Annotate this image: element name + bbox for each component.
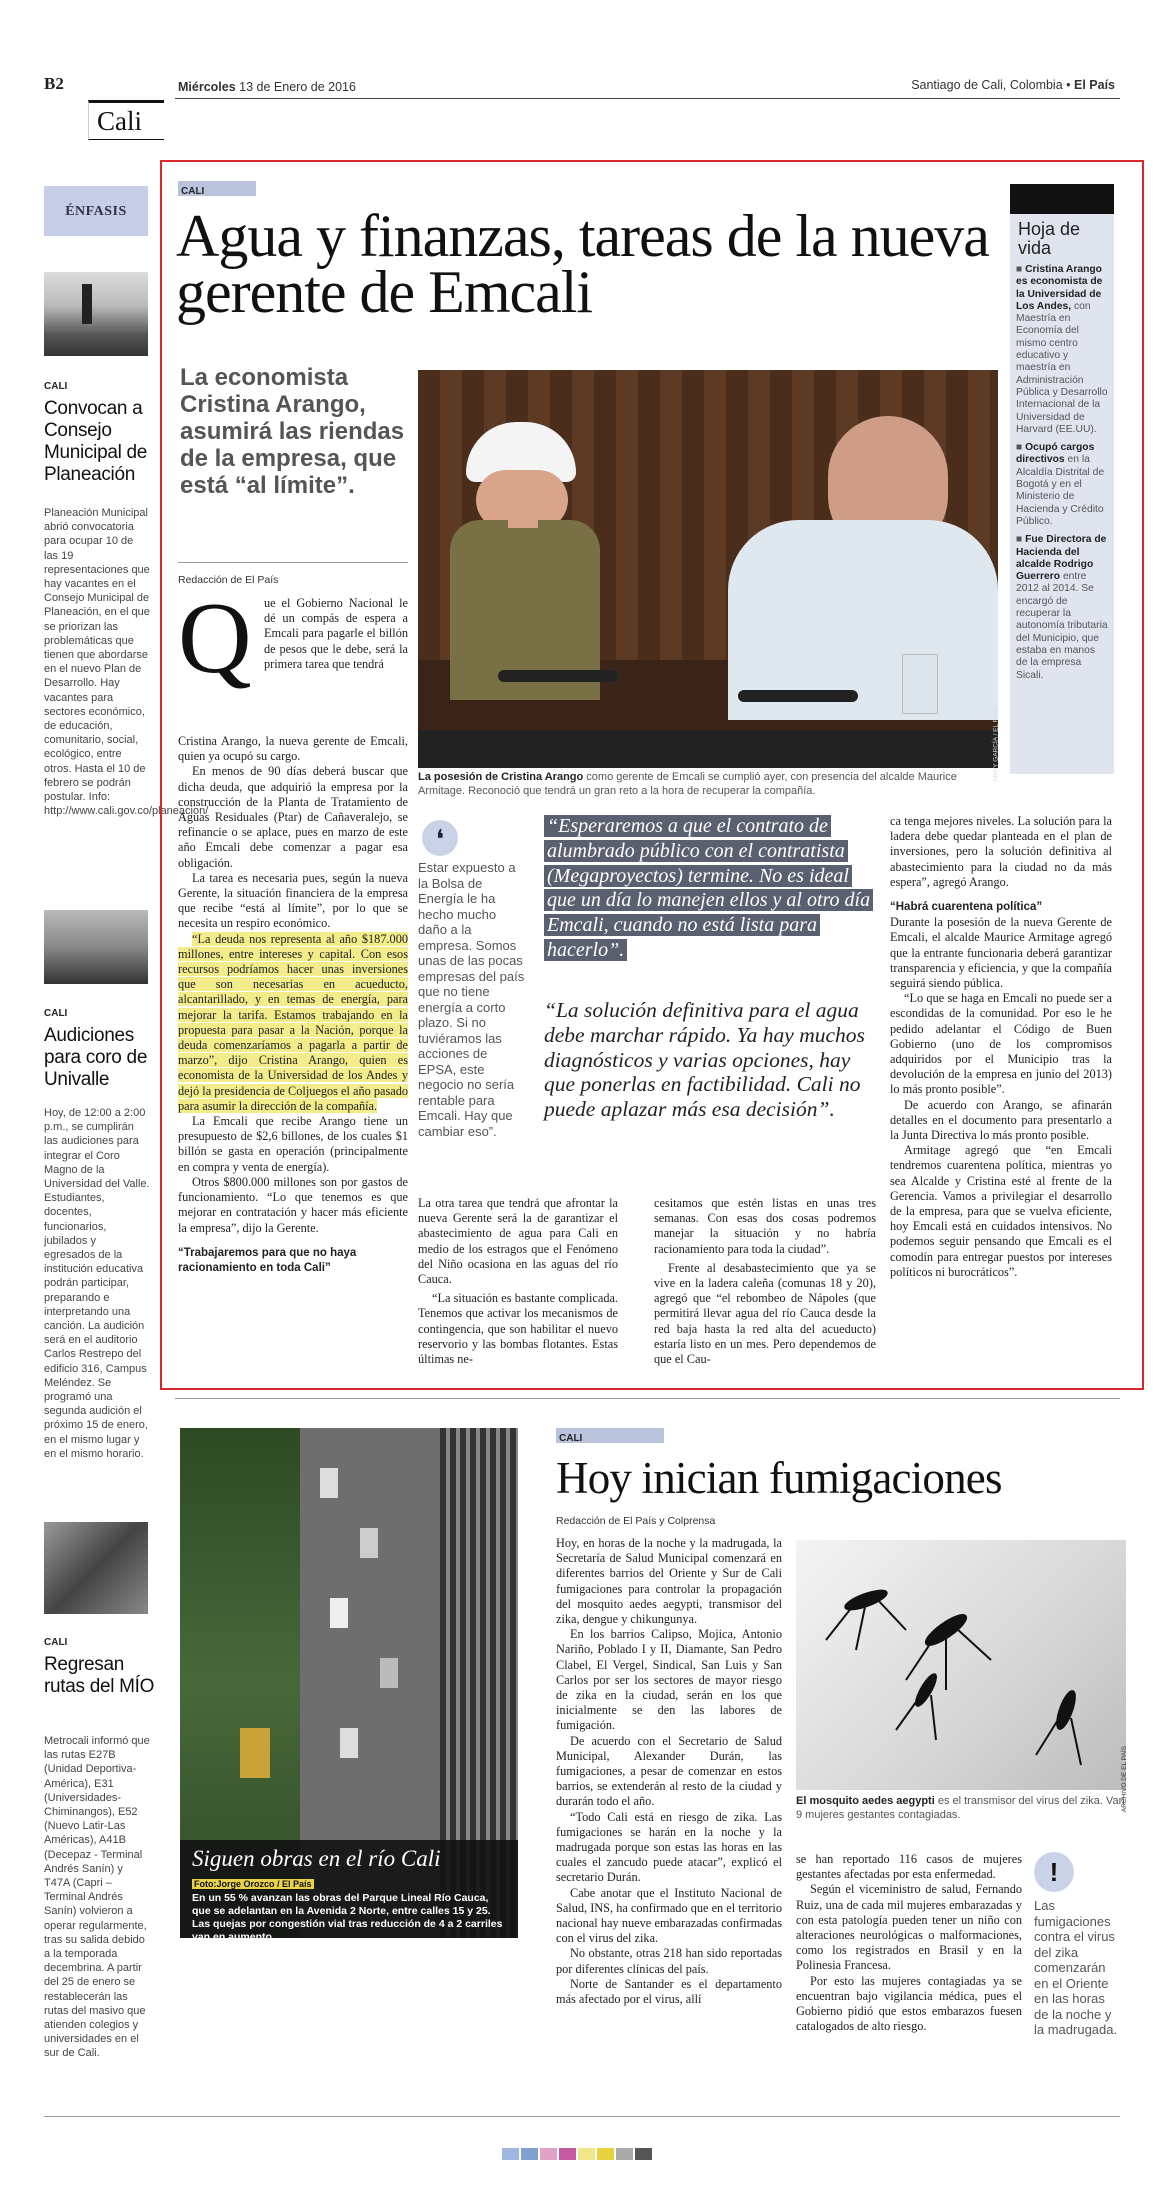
bio3-bold: Fue Directora de Hacienda del alcalde Rodrigo Guerrero — [1016, 534, 1107, 583]
deck: La economista Cristina Arango, asumirá las riendas de la empresa, que está “al límite”. — [180, 364, 405, 499]
mosquito-caption-lead: El mosquito aedes aegypti — [796, 1795, 935, 1807]
second-headline: Hoy inician fumigaciones — [556, 1453, 1002, 1503]
c5: ca tenga mejores niveles. La solución para la ladera debe quedar planteada en el plan de inversiones, pero la solución definitiva al abastecimiento para la ciudad no da más espera”, agregó Arango. — [890, 814, 1112, 889]
c5c: “Lo que se haga en Emcali no puede ser a escondidas de la comunidad. Por eso le he pedido adelantar el Código de Buen Gobierno (uno de los compromisos adquiridos por el Municipio tras la devolución de la empresa en junio del 2013) lo más pronto posible”. — [890, 991, 1112, 1097]
c5d: De acuerdo con Arango, se afinarán detalles en el documento para presentarlo a la Junta Directiva lo más pronto posible. — [890, 1097, 1112, 1143]
s-c2: se han reportado 116 casos de mujeres gestantes afectadas por esta enfermedad. — [796, 1852, 1022, 1882]
header-rule — [175, 98, 1120, 99]
bio-box: Hoja de vida ■ Cristina Arango es economista de la Universidad de Los Andes, con Maestría en Economía del mismo centro educativo y maestría en Administración Pública y Desarrollo Internacional de la Universidad de Harvard (EE.UU). ■ Ocupó cargos directivos en la Alcaldía Distrital de Bogotá y en el Ministerio de Hacienda y Crédito Público. ■ Fue Directora de Hacienda del alcalde Rodrigo Guerrero entre 2012 al 2014. Se encargó de recuperar la autonomía tributaria del Municipio, que estaba en manos de la empresa Sicali. — [1010, 184, 1114, 774]
sidebar-text-3: Metrocali informó que las rutas E27B (Unidad Deportiva-América), E31 (Universidades-Chiminangos), E52 (Nuevo Latir-Las Américas), A41B (Decepaz - Terminal Andrés Sanín) y T47A (Capri – Terminal Andrés Sanín) volvieron a operar regularmente, tras su salida debido a la temporada decembrina. A partir del 25 de enero se restablecerán las rutas del masivo que atienden colegios y universidades en el sur de Cali. — [44, 1735, 150, 2060]
c3b: “La situación es bastante complicada. Tenemos que activar los mecanismos de contingencia, que son habilitar el nuevo reservorio y las bombas flotantes. Estas últimas ne- — [418, 1291, 618, 1367]
sidebar-tag-3: CALI — [44, 1637, 68, 1648]
issue-date-text: 13 de Enero de 2016 — [239, 80, 356, 94]
p2: En menos de 90 días deberá buscar que dicha deuda, que adquirió la empresa por la construcción de la Planta de Tratamiento de Aguas Residuales (Ptar) de Cañaveralejo, se refinancie o se aplace, pues en marzo de este año Emcali debe comenzar a pagar esa obligación. — [178, 764, 408, 870]
c5e: Armitage agregó que “en Emcali tendremos cuarentena política, mientras yo sea Alcalde y Cristina esté al frente de la Gerencia. Vamos a privilegiar el desarrollo de la empresa, para que se vuelva eficiente, hoy Emcali está en cuidados intensivos. No podemos seguir pensando que Emcali es el comodín para entregar puestos por intereses políticos ni burocráticos”. — [890, 1143, 1112, 1279]
caption-lead: La posesión de Cristina Arango — [418, 771, 584, 783]
bio1-bold: Cristina Arango es economista de la Universidad de Los Andes, — [1016, 264, 1103, 312]
sidebar-photo-2 — [44, 910, 148, 984]
s-c1: Hoy, en horas de la noche y la madrugada, la Secretaría de Salud Municipal comenzará en diferentes barrios del Oriente y Sur de Cali fumigaciones para controlar la propagación del mosquito aedes aegypti, transmisor del zika, dengue y chikungunya. — [556, 1536, 782, 1627]
enfasis-label: ÉNFASIS — [65, 204, 127, 219]
paper-name: El País — [1074, 78, 1115, 92]
section-name: Cali — [97, 106, 142, 136]
issue-date — [178, 80, 356, 94]
caption-text: como gerente de Emcali se cumplió ayer, con presencia del alcalde Maurice Armitage. Reconoció que tendrá un gran reto a la hora de recuperar la compañía. — [418, 771, 957, 797]
article-col-3 — [418, 1196, 618, 1367]
article-tag-text: CALI — [181, 186, 205, 197]
location-text: Santiago de Cali, Colombia • — [911, 78, 1074, 92]
section-divider — [175, 1398, 1120, 1399]
sidebar-text-2: Hoy, de 12:00 a 2:00 p.m., se cumplirán las audiciones para integrar el Coro Magno de la Universidad del Valle. Estudiantes, docentes, funcionarios, jubilados y egresados de la institución educativa podrán participar, preparando e interpretando una canción. La audición será en el auditorio Carlos Restrepo del edificio 316, Campus Meléndez. Se programó una segunda audición el próximo 15 de enero, en el mismo lugar y en el mismo horario. — [44, 1107, 150, 1460]
sidebar-head-3: Regresan rutas del MÍO — [44, 1654, 155, 1697]
issue-day: Miércoles — [178, 80, 236, 94]
quote-box-text: “Esperaremos a que el contrato de alumbrado público con el contratista (Megaproyectos) termine. No es ideal que un día lo manejen ellos y al otro día Emcali, cuando no está lista para hacerlo”. — [544, 814, 872, 963]
location-line — [911, 78, 1115, 92]
byline: Redacción de El País — [178, 574, 279, 586]
sidebar-tag-2: CALI — [44, 1008, 68, 1019]
subhead-2: “Habrá cuarentena política” — [890, 901, 1043, 914]
sidebar-text-1: Planeación Municipal abrió convocatoria para ocupar 10 de las 19 representaciones que hay vacantes en el Consejo Municipal de Planeación, en el que se priorizan las problemáticas que tienen que abordarse en el nuevo Plan de Desarrollo. Hay vacantes para sectores económico, de educación, comunitario, social, ecológico, entre otros. Hasta el 10 de febrero se podrán postular. Info: http://www.cali.gov.co/planeacion/ — [44, 507, 209, 818]
s-c2b: Según el viceministro de salud, Fernando Ruiz, una de cada mil mujeres embarazadas y con esta patología pueden tener un niño con alteraciones neurológicas o malformaciones, como los registrados en Brasil y en la Polinesia Francesa. — [796, 1882, 1022, 1973]
footer-rule — [44, 2116, 1120, 2117]
section-flag — [88, 100, 164, 140]
s-c1f: No obstante, otras 218 han sido reportadas por diferentes clínicas del país. — [556, 1946, 782, 1976]
mosquito-caption-text: es el transmisor del virus del zika. Van 9 mujeres gestantes contagiadas. — [796, 1795, 1125, 1821]
headline: Agua y finanzas, tareas de la nueva gerente de Emcali — [176, 203, 989, 325]
sidebar-photo-1 — [44, 272, 148, 356]
color-registration — [502, 2148, 652, 2160]
article-tag — [178, 181, 256, 196]
bio3: entre 2012 al 2014. Se encargó de recuperar la autonomía tributaria del Municipio, que estaba en manos de la empresa Sicali. — [1016, 571, 1108, 681]
quote-icon: ❛ — [422, 820, 458, 856]
second-tag-text: CALI — [559, 1433, 583, 1444]
main-photo-caption — [418, 770, 998, 798]
sidebar-photo-3 — [44, 1522, 148, 1614]
bio-bar — [1010, 184, 1114, 214]
subhead-1: “Trabajaremos para que no haya racionamiento en toda Cali” — [178, 1246, 357, 1274]
second-col-1 — [556, 1536, 782, 2007]
s-c2c: Por esto las mujeres contagiadas ya se encuentran bajo vigilancia médica, pues el Gobierno pidió que estos embarazos fuesen catalogados de alto riesgo. — [796, 1973, 1022, 2034]
s-c1c: De acuerdo con el Secretario de Salud Municipal, Alexander Durán, las fumigaciones, a pesar de comenzar en estos barrios, se extenderán al resto de la ciudad y durarán todo el año. — [556, 1733, 782, 1809]
p3: La tarea es necesaria pues, según la nueva Gerente, la situación financiera de la empresa que recibe “está al límite”, por lo que se necesita un respiro económico. — [178, 870, 408, 931]
aerial-photo-title: Siguen obras en el río Cali — [192, 1846, 441, 1871]
second-byline: Redacción de El País y Colprensa — [556, 1515, 716, 1527]
main-photo-credit: ANDY GARCÍA / EL PAÍS — [993, 708, 1000, 782]
aerial-photo — [180, 1428, 518, 1943]
bio2-bold: Ocupó cargos directivos — [1016, 442, 1095, 466]
p4-highlight: “La deuda nos representa al año $187.000 millones, entre intereses y capital. Con esos recursos podríamos hacer unas inversiones que son necesarias en acueducto, alcantarillado, y en temas de energía, para mejorar la tarifa. Estamos trabajando en la propuesta para pasar a la Nación, porque la deuda comenzaríamos a pagarla a partir de marzo”, dijo Cristina Arango, quien es economista de la Universidad de los Andes y dejó la presidencia de Coljuegos el año pasado para asumir la dirección de la compañía. — [178, 931, 408, 1113]
quote-box — [540, 812, 876, 965]
page-number: B2 — [44, 74, 64, 93]
p5: La Emcali que recibe Arango tiene un presupuesto de $2,6 billones, de los cuales $1 billón se gasta en operación (principalmente en compra y venta de energía). — [178, 1114, 408, 1174]
p6: Otros $800.000 millones son por gastos de funcionamiento. “Lo que tenemos es que mejorar en contratación y hacer más eficiente la empresa”, dijo la Gerente. — [178, 1174, 408, 1235]
article-col-1 — [178, 582, 408, 1276]
second-tag — [556, 1428, 664, 1443]
bio1: con Maestría en Economía del mismo centro educativo y maestría en Administración Pública y Desarrollo Internacional de la Universidad de Harvard (EE.UU). — [1016, 300, 1108, 435]
c4: cesitamos que estén listas en unas tres semanas. Con esas dos cosas podremos manejar la situación y no habría racionamiento para toda la ciudad”. — [654, 1196, 876, 1256]
pull-quote: “La solución definitiva para el agua debe marchar rápido. Ya hay muchos diagnósticos y varias opciones, hay que ponerlas en factibilidad. Cali no puede aplazar más esa decisión”. — [544, 998, 865, 1122]
c4b: Frente al desabastecimiento que ya se vive en la ladera caleña (comunas 18 y 20), agregó que “el rebombeo de Nápoles (que permitirá llevar agua del río Cauca desde la red baja hasta la red alta del acueducto) estaría listo en un mes. Pero dependemos de que el Cau- — [654, 1260, 876, 1367]
aerial-photo-caption: En un 55 % avanzan las obras del Parque Lineal Río Cauca, que se adelantan en la Avenida 2 Norte, entre calles 15 y 25. Las quejas por congestión vial tras reducción de 4 a 2 carriles van en aumento. — [192, 1892, 503, 1943]
s-c1b: En los barrios Calipso, Mojica, Antonio Nariño, Poblado I y II, Diamante, San Pedro Clabel, El Vergel, Sindical, San Luis y San Carlos por ser los sectores de mayor riesgo de zika en la ciudad, serán en los que inicialmente se den las labores de fumigación. — [556, 1627, 782, 1733]
s-c1g: Norte de Santander es el departamento más afectado por el virus, allí — [556, 1976, 782, 2007]
alert-icon: ! — [1034, 1852, 1074, 1892]
deck-rule — [178, 562, 408, 563]
mosquito-credit: ARCHIVO DE EL PAÍS — [1121, 1746, 1128, 1813]
fumigation-note: Las fumigaciones contra el virus del zika comenzarán en el Oriente en las horas de la noche y la madrugada. — [1034, 1898, 1118, 2037]
s-c1d: “Todo Cali está en riesgo de zika. Las fumigaciones se harán en la noche y la madrugada porque son estas las horas en las cuales el zancudo puede atacar”, explicó el secretario Durán. — [556, 1809, 782, 1885]
s-c1e: Cabe anotar que el Instituto Nacional de Salud, INS, ha confirmado que en el territorio nacional hay nueve embarazadas confirmadas con el virus del zika. — [556, 1885, 782, 1946]
dropcap: Q — [178, 582, 252, 695]
enfasis-box — [44, 186, 148, 236]
article-col-4 — [654, 1196, 876, 1367]
c5b: Durante la posesión de la nueva Gerente de Emcali, el alcalde Maurice Armitage agregó que la entrante funcionaria deberá garantizar transparencia y eficiencia, y que la compañía seguirá siendo pública. — [890, 915, 1112, 991]
p1-lead: ue el Gobierno Nacional le dé un compás de espera a Emcali para pagarle el billón de pesos que le debe, será la primera tarea que tendrá — [264, 596, 408, 671]
mosquito-drawing — [796, 1540, 1126, 1790]
c3: La otra tarea que tendrá que afrontar la nueva Gerente será la de garantizar el abastecimiento de agua para Cali en medio de los estragos que el Fenómeno del Niño ocasiona en las aguas del río Cauca. — [418, 1196, 618, 1287]
sidebar-tag-1: CALI — [44, 381, 68, 392]
sidebar-head-2: Audiciones para coro de Univalle — [44, 1025, 148, 1090]
sidebar-head-1: Convocan a Consejo Municipal de Planeación — [44, 398, 148, 485]
aerial-photo-credit: Foto:Jorge Orozco / El País — [194, 1879, 312, 1889]
bio-title: Hoja de vida — [1018, 219, 1081, 258]
bio2: en la Alcaldía Distrital de Bogotá y en el Ministerio de Hacienda y Crédito Público. — [1016, 454, 1105, 527]
mosquito-caption — [796, 1794, 1126, 1822]
second-col-2 — [796, 1852, 1022, 2034]
p1-rest: Cristina Arango, la nueva gerente de Emcali, quien ya ocupó su cargo. — [178, 734, 408, 764]
article-col-5 — [890, 814, 1112, 1280]
energy-note: Estar expuesto a la Bolsa de Energía le ha hecho mucho daño a la empresa. Somos unas de las pocas empresas del país que no tiene energía a corto plazo. Si no tuviéramos las acciones de EPSA, este negocio no sería rentable para Emcali. Hay que cambiar eso”. — [418, 860, 525, 1139]
